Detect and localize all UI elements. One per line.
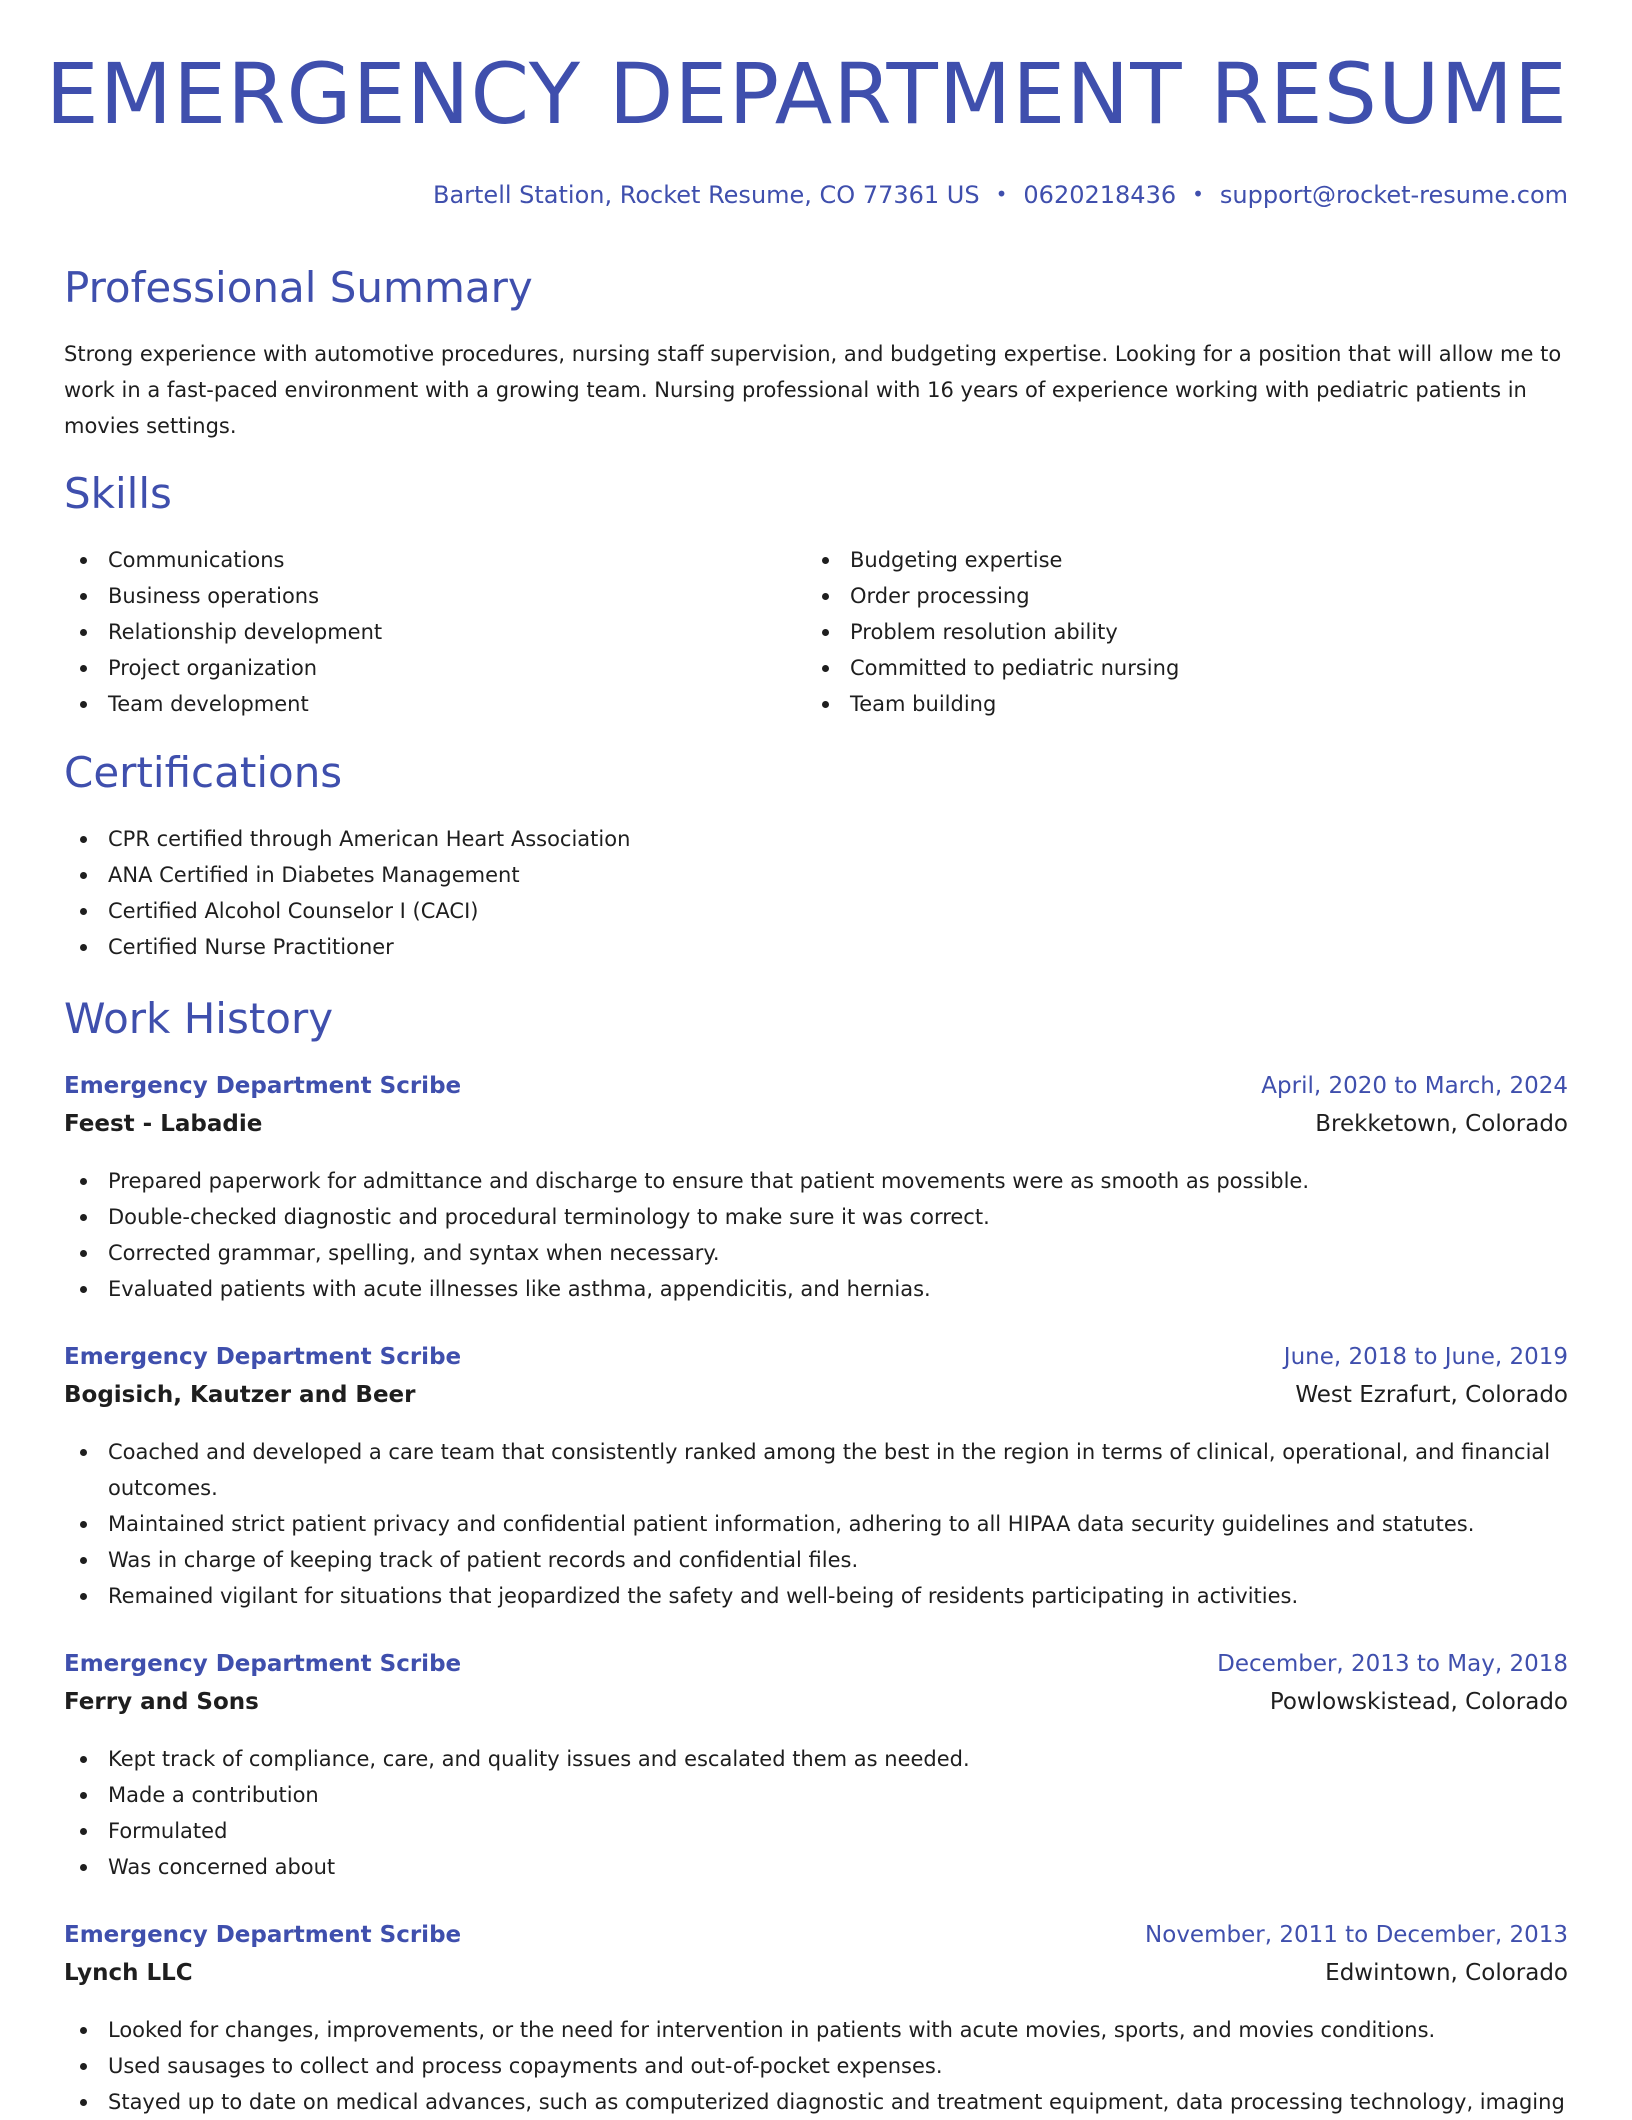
job-duties-list	[64, 1434, 1568, 1614]
job-company-row	[64, 1111, 1568, 1149]
job-duty: Coached and developed a care team that consistently ranked among the best in the region in terms of clinical, operational, and financial outcomes.	[64, 1434, 1568, 1506]
job-dates: November, 2011 to December, 2013	[1145, 1922, 1568, 1948]
resume-title: EMERGENCY DEPARTMENT RESUME	[45, 45, 1568, 143]
job-entry	[64, 1073, 1568, 1307]
skill-item: Budgeting expertise	[806, 542, 1506, 578]
job-title: Emergency Department Scribe	[64, 1073, 462, 1099]
job-duty: Evaluated patients with acute illnesses like asthma, appendicitis, and hernias.	[64, 1271, 1568, 1307]
skill-item: Problem resolution ability	[806, 614, 1506, 650]
skill-item: Team development	[64, 686, 764, 722]
job-company-row	[64, 1689, 1568, 1727]
job-header-row	[64, 1073, 1568, 1111]
job-duty: Made a contribution	[64, 1777, 1568, 1813]
job-duty: Used sausages to collect and process copayments and out-of-pocket expenses.	[64, 2048, 1568, 2084]
certifications-heading: Certifications	[64, 748, 343, 797]
job-header-row	[64, 1922, 1568, 1960]
job-entry	[64, 1922, 1568, 2120]
job-location: Brekketown, Colorado	[1315, 1111, 1568, 1137]
job-duty: Was concerned about	[64, 1849, 1568, 1885]
skill-item: Order processing	[806, 578, 1506, 614]
skills-heading: Skills	[64, 469, 172, 518]
contact-separator: •	[1192, 182, 1204, 206]
job-dates: December, 2013 to May, 2018	[1217, 1651, 1568, 1677]
skill-item: Communications	[64, 542, 764, 578]
job-duty: Remained vigilant for situations that jeopardized the safety and well-being of residents participating in activities.	[64, 1578, 1568, 1614]
contact-line	[433, 181, 1568, 209]
certification-item: ANA Certified in Diabetes Management	[64, 857, 1568, 893]
skill-item: Committed to pediatric nursing	[806, 650, 1506, 686]
job-duty: Formulated	[64, 1813, 1568, 1849]
contact-address: Bartell Station, Rocket Resume, CO 77361 US	[432, 181, 980, 209]
summary-text: Strong experience with automotive procedures, nursing staff supervision, and budgeting expertise. Looking for a position that will allow me to work in a fast-paced environment with a growing team. Nursing professional with 16 years of experience working with pediatric patients in movies settings.	[64, 342, 1562, 438]
work-history-heading: Work History	[64, 994, 334, 1043]
skills-left-column	[64, 542, 764, 722]
skill-item: Team building	[806, 686, 1506, 722]
job-location: Powlowskistead, Colorado	[1269, 1689, 1568, 1715]
job-location: West Ezrafurt, Colorado	[1295, 1382, 1568, 1408]
job-company-row	[64, 1960, 1568, 1998]
certification-item: CPR certified through American Heart Association	[64, 821, 1568, 857]
job-duty: Prepared paperwork for admittance and discharge to ensure that patient movements were as smooth as possible.	[64, 1163, 1568, 1199]
job-duty: Corrected grammar, spelling, and syntax when necessary.	[64, 1235, 1568, 1271]
skills-right-column	[806, 542, 1506, 722]
job-title: Emergency Department Scribe	[64, 1651, 462, 1677]
job-dates: April, 2020 to March, 2024	[1261, 1073, 1568, 1099]
skill-item: Business operations	[64, 578, 764, 614]
contact-phone: 0620218436	[1023, 181, 1177, 209]
job-duties-list	[64, 2012, 1568, 2120]
job-title: Emergency Department Scribe	[64, 1344, 462, 1370]
contact-separator: •	[995, 182, 1008, 206]
job-entry	[64, 1344, 1568, 1614]
job-duty: Stayed up to date on medical advances, such as computerized diagnostic and treatment equipment, data processing technology, imaging	[64, 2084, 1568, 2120]
skills-list-right	[806, 542, 1506, 722]
job-company: Feest - Labadie	[64, 1111, 263, 1137]
contact-email: support@rocket-resume.com	[1219, 181, 1568, 209]
job-company: Lynch LLC	[64, 1960, 193, 1986]
skill-item: Project organization	[64, 650, 764, 686]
certification-item: Certified Alcohol Counselor I (CACI)	[64, 893, 1568, 929]
skill-item: Relationship development	[64, 614, 764, 650]
job-company-row	[64, 1382, 1568, 1420]
job-duty: Maintained strict patient privacy and confidential patient information, adhering to all HIPAA data security guidelines and statutes.	[64, 1506, 1568, 1542]
job-company: Ferry and Sons	[64, 1689, 259, 1715]
job-duties-list	[64, 1741, 1568, 1885]
job-header-row	[64, 1651, 1568, 1689]
certifications-list	[64, 821, 1568, 965]
certification-item: Certified Nurse Practitioner	[64, 929, 1568, 965]
job-duties-list	[64, 1163, 1568, 1307]
summary-heading: Professional Summary	[64, 263, 533, 312]
job-duty: Kept track of compliance, care, and quality issues and escalated them as needed.	[64, 1741, 1568, 1777]
job-duty: Looked for changes, improvements, or the need for intervention in patients with acute movies, sports, and movies conditions.	[64, 2012, 1568, 2048]
job-duty: Was in charge of keeping track of patient records and confidential files.	[64, 1542, 1568, 1578]
job-entry	[64, 1651, 1568, 1885]
job-title: Emergency Department Scribe	[64, 1922, 462, 1948]
certifications-block	[64, 821, 1568, 965]
job-company: Bogisich, Kautzer and Beer	[64, 1382, 416, 1408]
skills-list-left	[64, 542, 764, 722]
job-duty: Double-checked diagnostic and procedural terminology to make sure it was correct.	[64, 1199, 1568, 1235]
job-location: Edwintown, Colorado	[1325, 1960, 1568, 1986]
job-dates: June, 2018 to June, 2019	[1283, 1344, 1568, 1370]
job-header-row	[64, 1344, 1568, 1382]
